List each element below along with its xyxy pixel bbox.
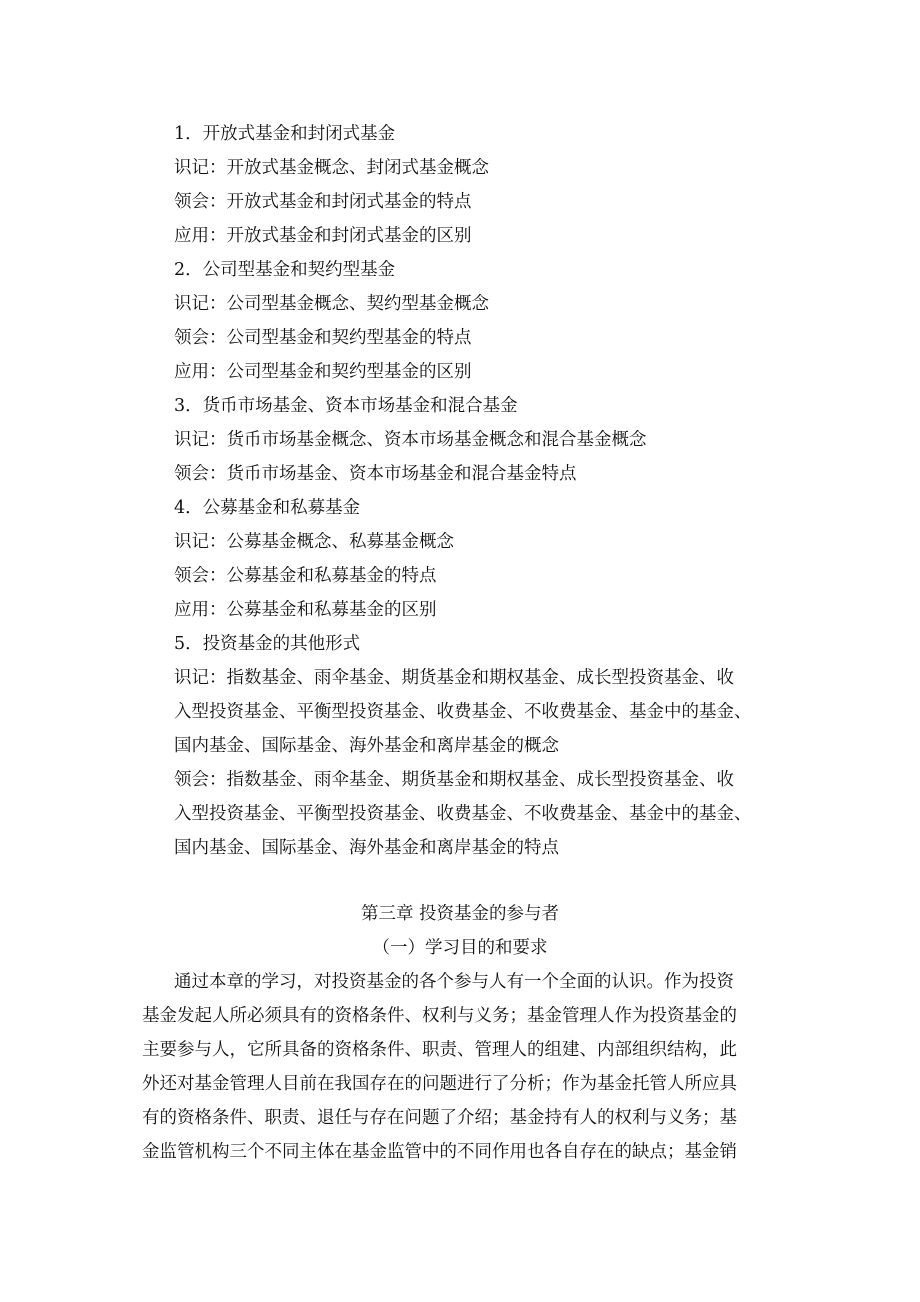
text-line: 应用：公司型基金和契约型基金的区别 — [174, 362, 472, 382]
paragraph-line: 通过本章的学习，对投资基金的各个参与人有一个全面的认识。作为投资 — [174, 972, 734, 992]
text-line: 应用：开放式基金和封闭式基金的区别 — [174, 226, 472, 246]
chapter-title: 第三章 投资基金的参与者 — [360, 904, 560, 924]
text-line: 应用：公募基金和私募基金的区别 — [174, 600, 437, 620]
text-line: 识记：开放式基金概念、封闭式基金概念 — [174, 158, 489, 178]
paragraph-line: 金监管机构三个不同主体在基金监管中的不同作用也各自存在的缺点；基金销 — [142, 1142, 737, 1162]
heading-item-2: 2．公司型基金和契约型基金 — [174, 260, 396, 280]
text-line: 识记：公募基金概念、私募基金概念 — [174, 532, 454, 552]
text-line: 领会：指数基金、雨伞基金、期货基金和期权基金、成长型投资基金、收 — [174, 770, 734, 790]
text-line: 识记：指数基金、雨伞基金、期货基金和期权基金、成长型投资基金、收 — [174, 668, 734, 688]
text-line: 国内基金、国际基金、海外基金和离岸基金的特点 — [174, 838, 559, 858]
heading-item-4: 4．公募基金和私募基金 — [174, 498, 361, 518]
text-line: 领会：公司型基金和契约型基金的特点 — [174, 328, 472, 348]
heading-item-3: 3．货币市场基金、资本市场基金和混合基金 — [174, 396, 518, 416]
text-line: 领会：开放式基金和封闭式基金的特点 — [174, 192, 472, 212]
text-line: 领会：公募基金和私募基金的特点 — [174, 566, 437, 586]
heading-item-1: 1．开放式基金和封闭式基金 — [174, 124, 396, 144]
section-title: （一）学习目的和要求 — [372, 938, 548, 958]
paragraph-line: 有的资格条件、职责、退任与存在问题了介绍；基金持有人的权利与义务；基 — [142, 1108, 737, 1128]
text-line: 国内基金、国际基金、海外基金和离岸基金的概念 — [174, 736, 559, 756]
heading-item-5: 5．投资基金的其他形式 — [174, 634, 361, 654]
paragraph-line: 外还对基金管理人目前在我国存在的问题进行了分析；作为基金托管人所应具 — [142, 1074, 737, 1094]
text-line: 识记：货币市场基金概念、资本市场基金概念和混合基金概念 — [174, 430, 647, 450]
paragraph-line: 主要参与人，它所具备的资格条件、职责、管理人的组建、内部组织结构，此 — [142, 1040, 737, 1060]
text-line: 入型投资基金、平衡型投资基金、收费基金、不收费基金、基金中的基金、 — [174, 804, 752, 824]
text-line: 识记：公司型基金概念、契约型基金概念 — [174, 294, 489, 314]
text-line: 领会：货币市场基金、资本市场基金和混合基金特点 — [174, 464, 577, 484]
text-line: 入型投资基金、平衡型投资基金、收费基金、不收费基金、基金中的基金、 — [174, 702, 752, 722]
paragraph-line: 基金发起人所必须具有的资格条件、权利与义务；基金管理人作为投资基金的 — [142, 1006, 737, 1026]
